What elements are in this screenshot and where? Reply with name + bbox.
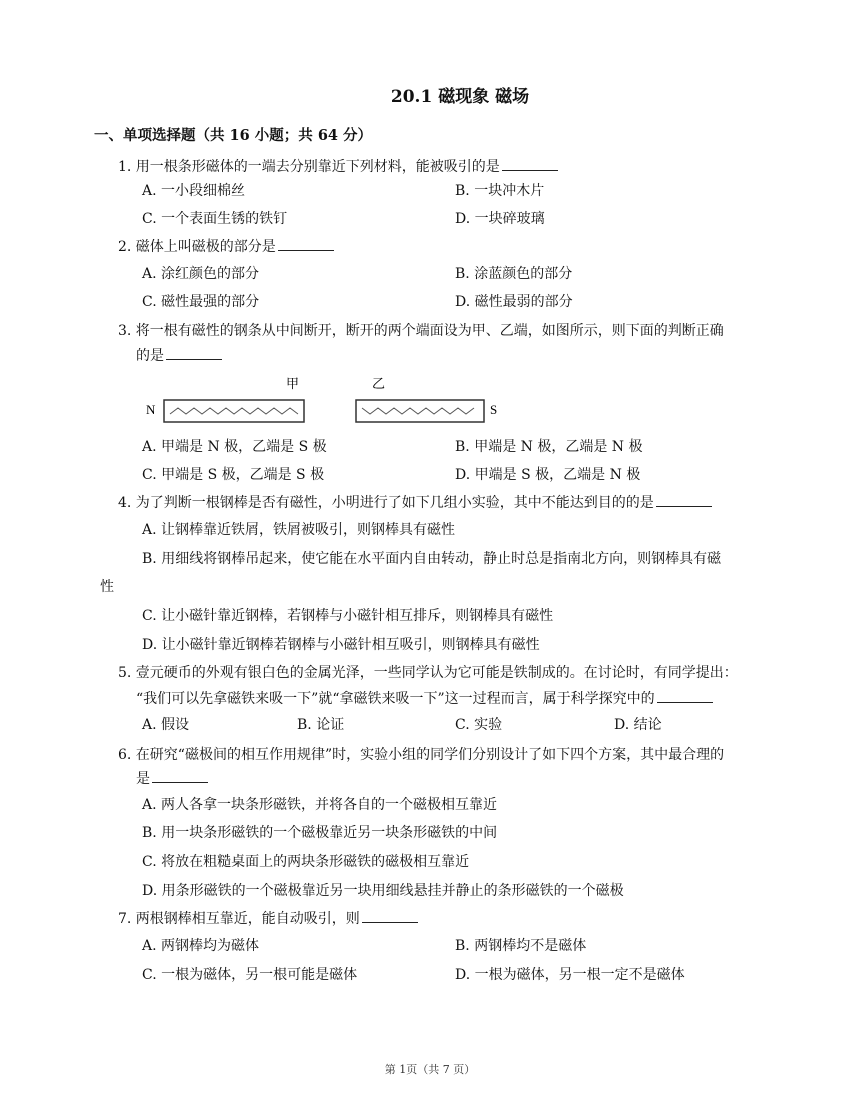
question-1-option-b: B. 一块冲木片 xyxy=(455,183,545,199)
question-2-option-a: A. 涂红颜色的部分 xyxy=(142,266,260,282)
question-6-stem-cont xyxy=(136,768,208,788)
question-4-stem xyxy=(118,492,712,512)
label-s: S xyxy=(490,402,498,417)
question-6-option-a: A. 两人各拿一块条形磁铁，并将各自的一个磁极相互靠近 xyxy=(142,797,498,813)
question-7-option-c: C. 一根为磁体，另一根可能是磁体 xyxy=(142,967,358,983)
page-title: 20.1 磁现象 磁场 xyxy=(390,87,530,107)
question-2-stem xyxy=(118,236,334,256)
answer-blank xyxy=(502,158,558,171)
answer-blank xyxy=(362,910,418,923)
question-2-option-d: D. 磁性最弱的部分 xyxy=(455,294,573,310)
question-3-option-a: A. 甲端是 N 极，乙端是 S 极 xyxy=(142,439,327,455)
question-5-option-c: C. 实验 xyxy=(455,717,503,733)
question-5-option-d: D. 结论 xyxy=(614,717,662,733)
question-1-option-a: A. 一小段细棉丝 xyxy=(142,183,246,199)
question-3-option-b: B. 甲端是 N 极，乙端是 N 极 xyxy=(455,439,643,455)
question-2-option-c: C. 磁性最强的部分 xyxy=(142,294,260,310)
left-magnet-piece xyxy=(164,400,304,422)
question-5-stem: 5. 壹元硬币的外观有银白色的金属光泽，一些同学认为它可能是铁制成的。在讨论时，有同学提出： xyxy=(118,665,738,681)
question-3-option-c: C. 甲端是 S 极，乙端是 S 极 xyxy=(142,467,325,483)
question-2-text: 2. 磁体上叫磁极的部分是 xyxy=(118,239,276,255)
page-footer: 第 1页（共 7 页） xyxy=(384,1063,476,1076)
question-4-text: 4. 为了判断一根钢棒是否有磁性，小明进行了如下几组小实验，其中不能达到目的的是 xyxy=(118,495,654,511)
question-6-option-c: C. 将放在粗糙桌面上的两块条形磁铁的磁极相互靠近 xyxy=(142,854,470,870)
question-1-text: 1. 用一根条形磁体的一端去分别靠近下列材料，能被吸引的是 xyxy=(118,159,500,175)
label-yi: 乙 xyxy=(372,376,386,391)
question-1-stem xyxy=(118,156,558,176)
section-heading: 一、单项选择题（共 16 小题；共 64 分） xyxy=(94,127,373,144)
question-4-option-b-cont: 性 xyxy=(100,579,114,595)
question-7-option-b: B. 两钢棒均不是磁体 xyxy=(455,938,587,954)
question-7-option-a: A. 两钢棒均为磁体 xyxy=(142,938,260,954)
right-magnet-piece xyxy=(356,400,484,422)
question-6-option-b: B. 用一块条形磁铁的一个磁极靠近另一块条形磁铁的中间 xyxy=(142,825,498,841)
question-3-text-cont: 的是 xyxy=(136,348,164,364)
question-6-stem: 6. 在研究“磁极间的相互作用规律”时，实验小组的同学们分别设计了如下四个方案，其中最合理的 xyxy=(118,747,725,763)
answer-blank xyxy=(152,770,208,783)
question-6-option-d: D. 用条形磁铁的一个磁极靠近另一块用细线悬挂并静止的条形磁铁的一个磁极 xyxy=(142,883,624,899)
left-fracture-line xyxy=(170,408,298,414)
question-5-stem-cont xyxy=(136,688,713,708)
question-3-stem: 3. 将一根有磁性的钢条从中间断开，断开的两个端面设为甲、乙端，如图所示，则下面的判断正确 xyxy=(118,323,724,339)
question-2-option-b: B. 涂蓝颜色的部分 xyxy=(455,266,573,282)
question-5-text-cont: “我们可以先拿磁铁来吸一下”就“拿磁铁来吸一下”这一过程而言，属于科学探究中的 xyxy=(136,691,655,707)
question-6-text-cont: 是 xyxy=(136,771,150,787)
answer-blank xyxy=(166,347,222,360)
answer-blank xyxy=(657,690,713,703)
answer-blank xyxy=(656,494,712,507)
question-7-option-d: D. 一根为磁体，另一根一定不是磁体 xyxy=(455,967,685,983)
question-3-option-d: D. 甲端是 S 极，乙端是 N 极 xyxy=(455,467,641,483)
question-4-option-d: D. 让小磁针靠近钢棒若钢棒与小磁针相互吸引，则钢棒具有磁性 xyxy=(142,637,540,653)
question-3-stem-cont xyxy=(136,345,222,365)
question-1-option-d: D. 一块碎玻璃 xyxy=(455,211,545,227)
question-5-option-a: A. 假设 xyxy=(142,717,190,733)
label-n: N xyxy=(146,402,156,417)
question-7-text: 7. 两根钢棒相互靠近，能自动吸引，则 xyxy=(118,911,360,927)
label-jia: 甲 xyxy=(286,376,300,391)
question-1-option-c: C. 一个表面生锈的铁钉 xyxy=(142,211,288,227)
question-7-stem xyxy=(118,908,418,928)
question-4-option-c: C. 让小磁针靠近钢棒，若钢棒与小磁针相互排斥，则钢棒具有磁性 xyxy=(142,608,554,624)
question-5-option-b: B. 论证 xyxy=(297,717,345,733)
broken-magnet-diagram xyxy=(140,370,520,432)
question-4-option-b: B. 用细线将钢棒吊起来，使它能在水平面内自由转动，静止时总是指南北方向，则钢棒具有磁 xyxy=(142,551,722,567)
answer-blank xyxy=(278,238,334,251)
right-fracture-line xyxy=(362,408,474,414)
question-4-option-a: A. 让钢棒靠近铁屑，铁屑被吸引，则钢棒具有磁性 xyxy=(142,522,456,538)
magnet-figure xyxy=(140,370,520,432)
